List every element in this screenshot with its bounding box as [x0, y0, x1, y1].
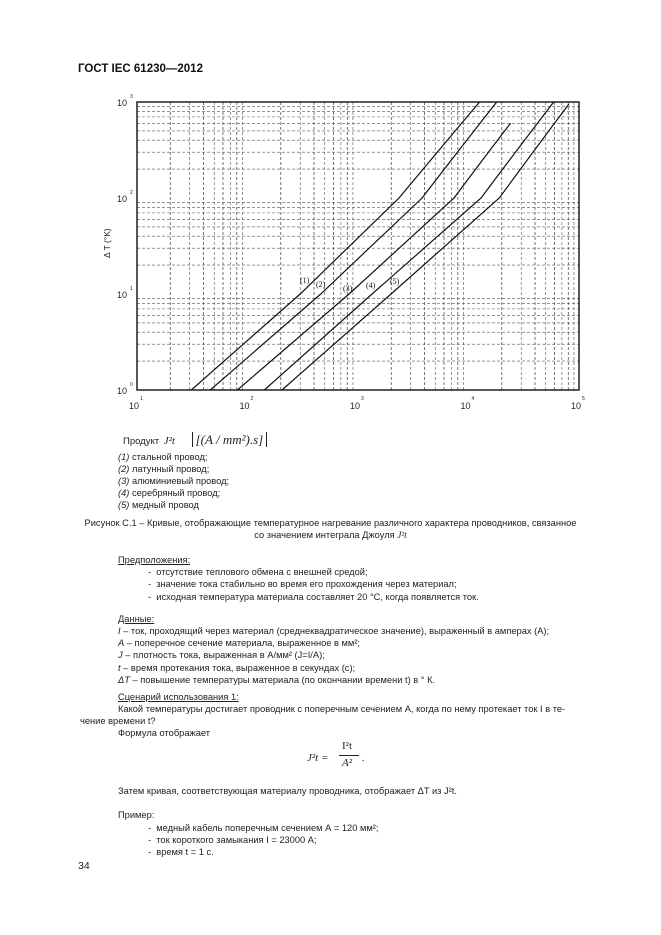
legend-num: (1) — [118, 452, 130, 462]
example-item: - время t = 1 с. — [148, 847, 214, 857]
y-tick-label: 10 — [117, 194, 128, 204]
x-tick-label: 10 — [350, 401, 361, 411]
curve-1 — [191, 102, 479, 390]
x-axis-var: J²t — [163, 435, 175, 447]
y-axis-label: Δ T (°K) — [102, 228, 112, 258]
x-axis-units: [(A / mm²).s] — [192, 432, 268, 447]
example-text: время t = 1 с. — [156, 847, 214, 857]
curve-label-3: (3) — [343, 284, 353, 293]
data-symbol: t — [118, 662, 121, 673]
data-item — [118, 637, 549, 649]
scenario-question-2: чение времени t? — [80, 716, 156, 726]
data-item — [118, 662, 549, 674]
curve-2 — [210, 102, 496, 390]
legend-text: латунный провод; — [131, 464, 210, 474]
example-item: - ток короткого замыкания I = 23000 А; — [148, 835, 317, 845]
example-text: ток короткого замыкания I = 23000 А; — [156, 835, 317, 845]
y-tick-label: 10 — [117, 290, 128, 300]
x-tick-exponent: 5 — [582, 396, 585, 402]
legend-item — [118, 487, 229, 499]
legend-num: (4) — [118, 488, 130, 498]
formula-lhs: J²t = — [307, 752, 329, 764]
caption-text: со значением интеграла Джоуля — [254, 530, 395, 540]
x-tick-label: 10 — [239, 401, 250, 411]
document-header: ГОСТ IEC 61230—2012 — [78, 63, 203, 75]
assumptions-title: Предположения: — [118, 555, 191, 565]
x-tick-exponent: 2 — [250, 396, 254, 402]
legend-item — [118, 463, 229, 475]
data-text: – повышение температуры материала (по окончании времени t) в ° К. — [129, 674, 436, 685]
legend-num: (3) — [118, 476, 130, 486]
figure-caption-line1: Рисунок С.1 – Кривые, отображающие температурное нагревание различного характера проводников, связанное — [84, 518, 577, 528]
curve-label-1: (1) — [300, 276, 310, 285]
x-tick-label: 10 — [129, 401, 140, 411]
y-tick-label: 10 — [117, 386, 128, 396]
legend-text: стальной провод; — [131, 452, 208, 462]
data-symbol: A — [118, 638, 125, 649]
x-tick-exponent: 1 — [140, 396, 143, 402]
legend-num: (5) — [118, 500, 130, 510]
curve-4 — [264, 102, 553, 390]
y-tick-label: 10 — [117, 98, 128, 108]
example-text: медный кабель поперечным сечением А = 120 мм²; — [156, 823, 379, 833]
data-item — [118, 649, 549, 661]
legend-text: серебряный провод; — [131, 488, 221, 498]
y-tick-exponent: 1 — [130, 286, 133, 292]
y-tick-exponent: 2 — [130, 190, 133, 196]
x-tick-label: 10 — [460, 401, 471, 411]
data-item — [118, 674, 549, 686]
x-tick-exponent: 4 — [471, 396, 475, 402]
curve-label-4: (4) — [366, 281, 376, 290]
assumption-item: - значение тока стабильно во время его прохождения через материал; — [148, 579, 457, 590]
data-symbol: I — [118, 626, 121, 636]
data-title: Данные: — [118, 614, 155, 624]
formula-end: . — [362, 752, 365, 764]
assumptions-list — [148, 566, 479, 603]
x-axis-label — [123, 432, 267, 448]
example-list — [148, 822, 378, 858]
formula-intro: Формула отображает — [118, 728, 210, 738]
scenario-question-1: Какой температуры достигает проводник с поперечным сечением A, когда по нему протекает ток I в те- — [118, 704, 566, 714]
curve-label-5: (5) — [390, 277, 400, 286]
legend-item — [118, 451, 229, 463]
example-item: - медный кабель поперечным сечением А = 120 мм²; — [148, 823, 379, 833]
data-text: – время протекания тока, выраженное в секундах (с); — [120, 662, 356, 673]
figure-caption-line2 — [0, 530, 661, 541]
assumption-text: значение тока стабильно во время его прохождения через материал; — [156, 579, 457, 590]
formula-denominator: A² — [342, 757, 353, 769]
plot-frame — [137, 102, 579, 390]
curve-label-2: (2) — [316, 280, 326, 289]
x-tick-exponent: 3 — [361, 396, 364, 402]
data-text: – поперечное сечение материала, выраженное в мм²; — [124, 638, 360, 649]
data-list — [118, 625, 549, 686]
data-symbol: J — [118, 650, 123, 661]
page-number: 34 — [78, 860, 90, 872]
curve-3 — [237, 123, 510, 390]
legend-item — [118, 475, 229, 487]
assumption-item: - отсутствие теплового обмена с внешней средой; — [148, 567, 368, 577]
x-axis-prefix: Продукт — [123, 436, 160, 447]
legend-item — [118, 499, 229, 511]
assumption-item: - исходная температура материала составляет 20 °С, когда появляется ток. — [148, 591, 479, 602]
legend-text: алюминиевый провод; — [131, 476, 230, 486]
legend-text: медный провод — [131, 500, 199, 510]
x-tick-label: 10 — [571, 401, 582, 411]
example-title: Пример: — [118, 810, 155, 820]
data-item — [118, 625, 549, 637]
data-symbol: ΔT — [118, 674, 130, 685]
y-tick-exponent: 3 — [130, 94, 133, 100]
assumption-text: исходная температура материала составляет 20 °С, когда появляется ток. — [156, 591, 479, 602]
formula-numerator: I²t — [342, 740, 353, 752]
scenario-title: Сценарий использования 1: — [118, 692, 239, 702]
assumption-text: отсутствие теплового обмена с внешней средой; — [156, 567, 368, 577]
scenario-then: Затем кривая, соответствующая материалу проводника, отображает ΔT из J²t. — [118, 786, 457, 796]
y-tick-exponent: 0 — [130, 382, 133, 388]
data-text: – ток, проходящий через материал (среднеквадратическое значение), выраженный в амперах (А); — [120, 626, 550, 636]
legend — [118, 451, 229, 511]
joule-integral-chart — [0, 0, 661, 430]
data-text: – плотность тока, выраженная в А/мм² (J=I/A); — [122, 650, 325, 661]
legend-num: (2) — [118, 464, 130, 474]
caption-var: J²t — [397, 531, 407, 541]
